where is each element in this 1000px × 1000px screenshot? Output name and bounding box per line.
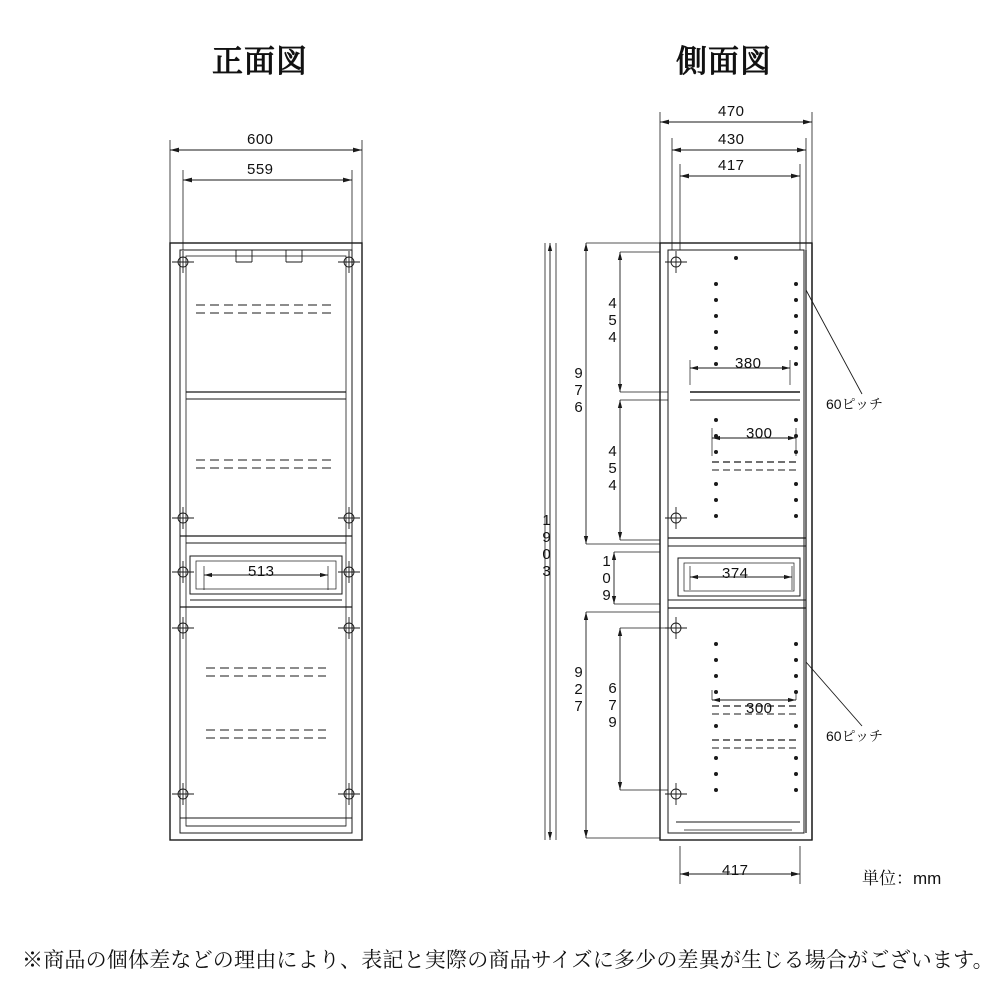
- callout-pitch-upper: 60ピッチ: [826, 396, 884, 412]
- unit-note: 単位：mm: [862, 869, 942, 888]
- front-dim-559: 559: [247, 161, 274, 178]
- front-view-title: 正面図: [212, 44, 308, 79]
- front-dim-600: 600: [247, 131, 274, 148]
- callout-pitch-lower: 60ピッチ: [826, 728, 884, 744]
- side-view-group: [545, 112, 862, 884]
- side-dim-380: 380: [735, 355, 762, 372]
- side-dim-417: 417: [718, 157, 745, 174]
- side-dim-300-upper: 300: [746, 425, 773, 442]
- side-dim-679: 679: [604, 680, 621, 731]
- side-dim-976: 976: [570, 365, 587, 416]
- side-dim-454-upper: 454: [604, 295, 621, 346]
- side-dim-1903: 1903: [538, 512, 555, 580]
- front-view-group: [170, 140, 362, 840]
- side-dim-470: 470: [718, 103, 745, 120]
- front-dim-513: 513: [248, 563, 275, 580]
- side-dim-300-lower: 300: [746, 700, 773, 717]
- side-dim-430: 430: [718, 131, 745, 148]
- side-dim-454-lower: 454: [604, 443, 621, 494]
- side-view-title: 側面図: [676, 44, 772, 79]
- side-dim-417-base: 417: [722, 862, 749, 879]
- side-dim-109: 109: [598, 553, 615, 604]
- side-dim-927: 927: [570, 664, 587, 715]
- footnote-disclaimer: ※商品の個体差などの理由により、表記と実際の商品サイズに多少の差異が生じる場合がございます。: [22, 949, 994, 972]
- side-dim-374: 374: [722, 565, 749, 582]
